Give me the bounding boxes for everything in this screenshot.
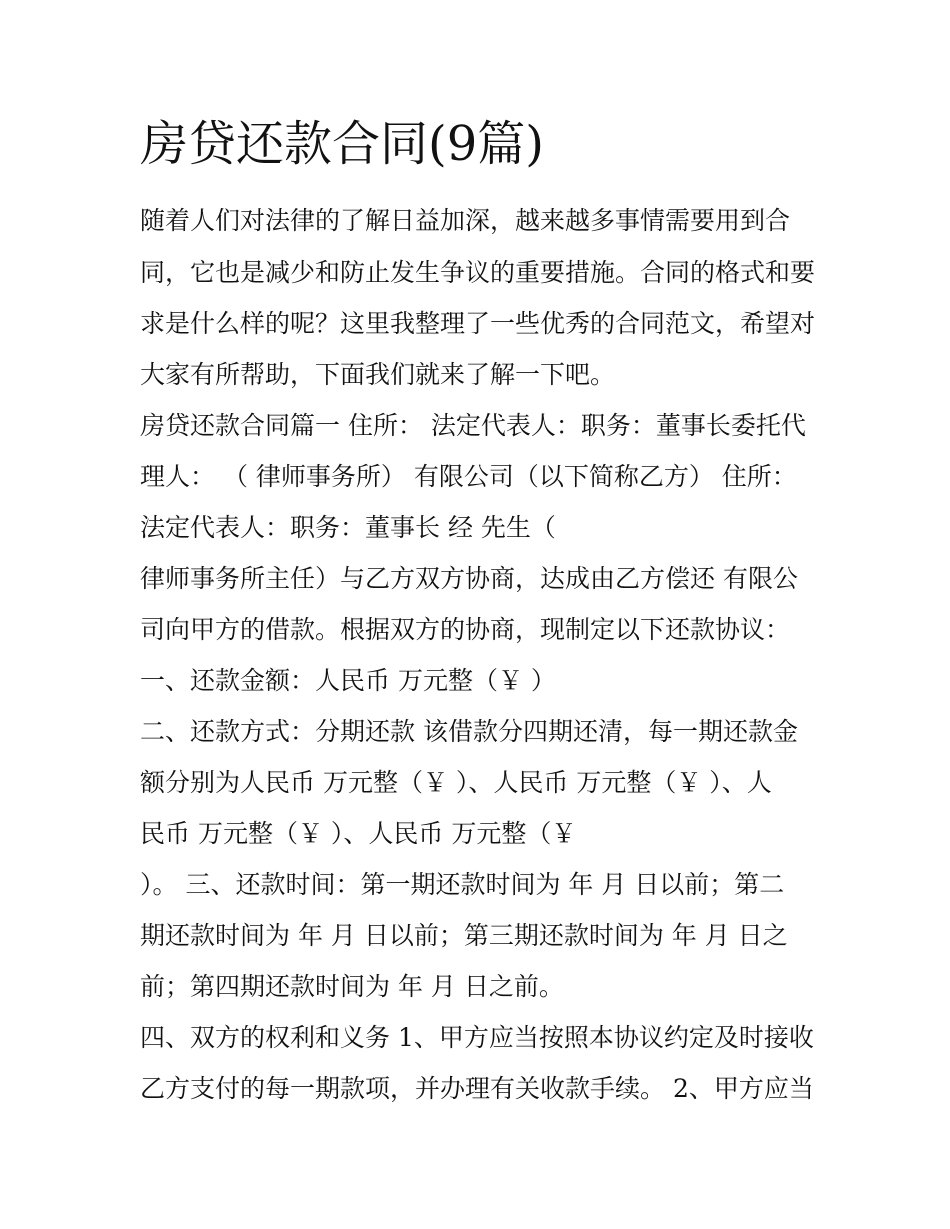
body-line: 额分别为人民币 万元整（￥ ）、人民币 万元整（￥ ）、人 (140, 768, 772, 797)
body-line: 期还款时间为 年 月 日以前；第三期还款时间为 年 月 日之 (140, 921, 788, 950)
body-line: 司向甲方的借款。根据双方的协商，现制定以下还款协议： (140, 615, 791, 644)
body-line: 法定代表人：职务：董事长 经 先生（ (140, 513, 556, 542)
body-line: 一、还款金额：人民币 万元整（￥ ） (140, 666, 556, 695)
body-line: 乙方支付的每一期款项，并办理有关收款手续。 2、甲方应当 (140, 1074, 814, 1103)
document-title: 房贷还款合同(9篇) (140, 116, 544, 172)
body-line: 二、还款方式：分期还款 该借款分四期还清，每一期还款金 (140, 717, 798, 746)
body-line: ）。 三、还款时间：第一期还款时间为 年 月 日以前；第二 (140, 870, 785, 899)
body-line: 求是什么样的呢？这里我整理了一些优秀的合同范文，希望对 (140, 309, 816, 338)
body-line: 大家有所帮助，下面我们就来了解一下吧。 (140, 360, 616, 389)
body-line: 理人： （ 律师事务所） 有限公司（以下简称乙方） 住所： (140, 462, 797, 491)
body-line: 律师事务所主任）与乙方双方协商，达成由乙方偿还 有限公 (140, 564, 798, 593)
body-line: 随着人们对法律的了解日益加深，越来越多事情需要用到合 (140, 206, 791, 235)
body-line: 民币 万元整（￥ ）、人民币 万元整（￥ (140, 819, 577, 848)
body-line: 四、双方的权利和义务 1、甲方应当按照本协议约定及时接收 (140, 1023, 814, 1052)
body-line: 前；第四期还款时间为 年 月 日之前。 (140, 972, 564, 1001)
body-line: 房贷还款合同篇一 住所： 法定代表人：职务：董事长委托代 (140, 411, 806, 440)
body-line: 同，它也是减少和防止发生争议的重要措施。合同的格式和要 (140, 258, 816, 287)
